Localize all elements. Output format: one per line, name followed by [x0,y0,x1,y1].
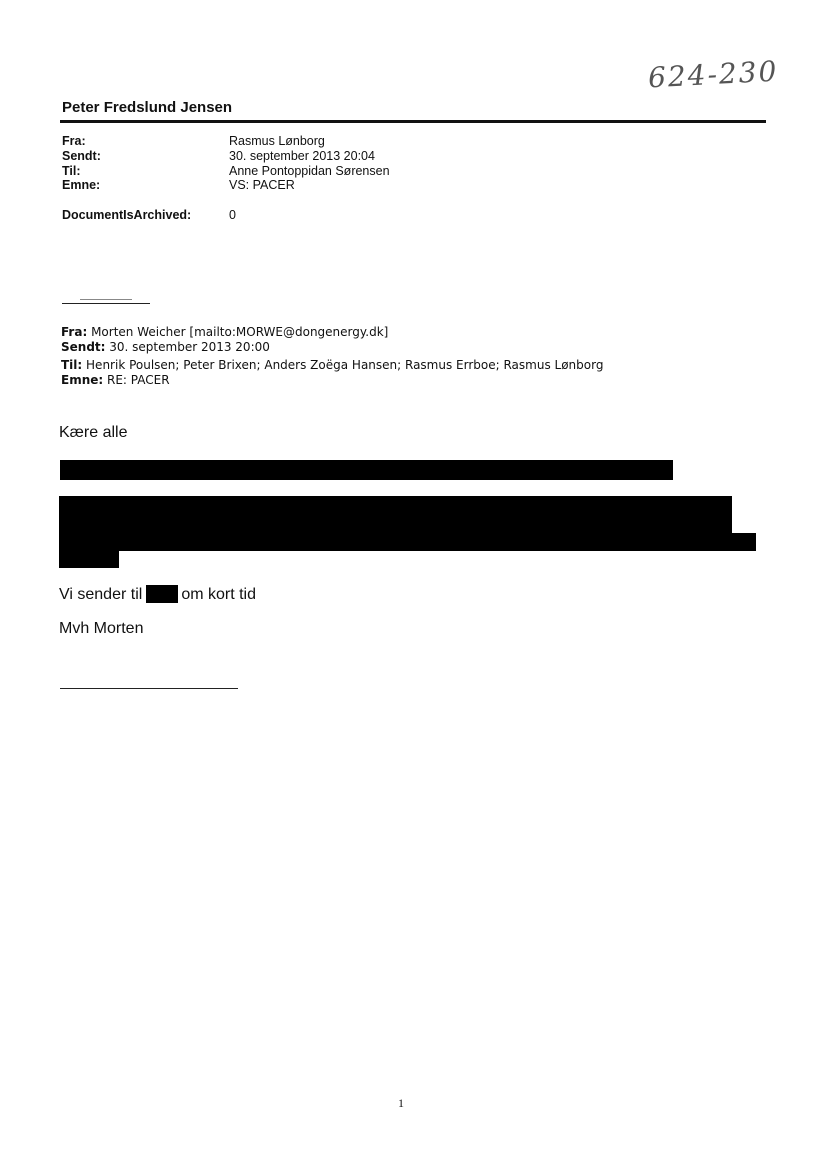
signature-separator [60,688,238,689]
sent-label: Sendt: [62,149,101,163]
forwarded-sent-value: 30. september 2013 20:00 [105,340,270,354]
forwarded-subject [61,373,170,388]
archived-value: 0 [229,208,236,222]
forwarded-to [61,358,603,373]
from-value: Rasmus Lønborg [229,134,325,148]
subject-label: Emne: [62,178,101,192]
forwarded-sent [61,340,270,355]
forwarded-subject-value: RE: PACER [103,373,170,387]
forwarded-to-label: Til: [61,358,83,372]
mailbox-owner-name: Peter Fredslund Jensen [62,99,233,116]
forward-separator [62,303,150,304]
page-number: 1 [398,1096,404,1110]
forwarded-from [61,325,388,340]
separator-ghost-line [80,299,132,300]
forwarded-to-value: Henrik Poulsen; Peter Brixen; Anders Zoëga Hansen; Rasmus Errboe; Rasmus Lønborg [82,358,604,372]
forwarded-subject-label: Emne: [61,373,104,387]
handwritten-annotation: 624-230 [647,54,780,95]
redaction-bar [60,460,673,480]
body-line-prefix: Vi sender til [59,586,143,603]
body-line-suffix: om kort tid [181,586,256,603]
body-line [59,585,256,604]
redaction-bar [59,533,756,551]
forwarded-sent-label: Sendt: [61,340,106,354]
sent-value: 30. september 2013 20:04 [229,149,375,163]
inline-redaction [146,585,178,603]
to-label: Til: [62,164,81,178]
to-value: Anne Pontoppidan Sørensen [229,164,390,178]
forwarded-from-label: Fra: [61,325,88,339]
greeting: Kære alle [59,424,128,441]
forwarded-from-value: Morten Weicher [mailto:MORWE@dongenergy.dk] [87,325,389,339]
subject-value: VS: PACER [229,178,295,192]
signoff: Mvh Morten [59,620,144,637]
redaction-bar [59,548,119,568]
from-label: Fra: [62,134,86,148]
redaction-bar [59,496,732,536]
header-divider [60,120,766,123]
archived-label: DocumentIsArchived: [62,208,192,222]
